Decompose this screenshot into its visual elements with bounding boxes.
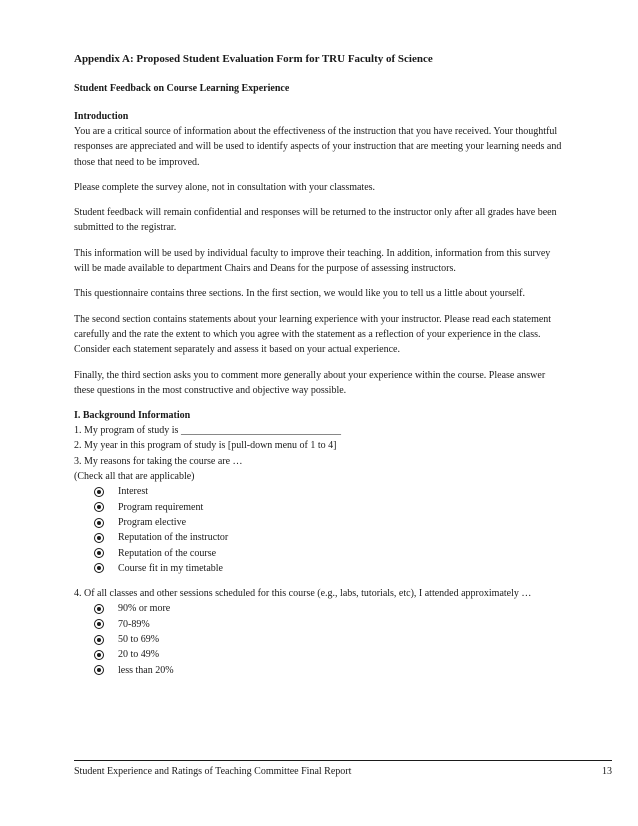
background-heading: I. Background Information bbox=[74, 410, 191, 422]
page-number: 13 bbox=[602, 766, 612, 777]
intro-paragraph: You are a critical source of information about the effectiveness of the instruction that you have received. Your thoughtful responses are appreciated and will be used to identify aspects of your instruction that are meeting your learning needs and those that need to be improved. bbox=[74, 126, 562, 168]
page-footer bbox=[74, 760, 612, 779]
reason-option[interactable] bbox=[74, 500, 564, 515]
option-label: 50 to 69% bbox=[118, 634, 160, 646]
intro-paragraph: Finally, the third section asks you to comment more generally about your experience within the course. Please answer these questions in the most constructive and objective way possible. bbox=[74, 369, 546, 396]
option-label: Reputation of the instructor bbox=[118, 532, 229, 544]
radio-button-icon[interactable] bbox=[94, 533, 104, 543]
attendance-option[interactable] bbox=[74, 601, 564, 616]
intro-paragraph: Student feedback will remain confidential and responses will be returned to the instructor only after all grades have been submitted to the registrar. bbox=[74, 207, 557, 234]
radio-button-icon[interactable] bbox=[94, 502, 104, 512]
option-label: Interest bbox=[118, 486, 148, 498]
option-label: 70-89% bbox=[118, 618, 150, 630]
intro-paragraph: This information will be used by individual faculty to improve their teaching. In addition, information from this survey will be made available to department Chairs and Deans for the purpose of assessing instructors. bbox=[74, 247, 551, 275]
radio-button-icon[interactable] bbox=[94, 635, 104, 645]
radio-button-icon[interactable] bbox=[94, 665, 104, 675]
radio-button-icon[interactable] bbox=[94, 548, 104, 558]
radio-button-icon[interactable] bbox=[94, 619, 104, 629]
reason-option[interactable] bbox=[74, 530, 564, 545]
intro-paragraph: The second section contains statements about your learning experience with your instructor. Please read each statement carefully and the rate the extent to which you agree with the statement as a reflection of your experience in the class. Consider each statement separately and assess it based on your actual experience. bbox=[74, 313, 552, 356]
radio-button-icon[interactable] bbox=[94, 487, 104, 497]
intro-paragraph: This questionnaire contains three sections. In the first section, we would like you to tell us a little about yourself. bbox=[74, 288, 526, 300]
option-label: 90% or more bbox=[118, 603, 171, 615]
document-body bbox=[74, 52, 564, 678]
intro-heading: Introduction bbox=[74, 111, 129, 122]
form-subtitle: Student Feedback on Course Learning Experience bbox=[74, 83, 290, 94]
question-program: 1. My program of study is ________________________________ bbox=[74, 425, 341, 437]
question-reasons-note: (Check all that are applicable) bbox=[74, 471, 195, 483]
radio-button-icon[interactable] bbox=[94, 563, 104, 573]
option-label: Program elective bbox=[118, 516, 187, 528]
question-year: 2. My year in this program of study is [pull-down menu of 1 to 4] bbox=[74, 440, 337, 452]
attendance-option[interactable] bbox=[74, 663, 564, 678]
radio-button-icon[interactable] bbox=[94, 518, 104, 528]
question-attendance: 4. Of all classes and other sessions scheduled for this course (e.g., labs, tutorials, etc), I attended approximately … bbox=[74, 588, 532, 600]
intro-paragraph: Please complete the survey alone, not in consultation with your classmates. bbox=[74, 181, 376, 193]
reason-option[interactable] bbox=[74, 561, 564, 576]
reason-option[interactable] bbox=[74, 484, 564, 499]
attendance-option[interactable] bbox=[74, 647, 564, 662]
option-label: Course fit in my timetable bbox=[118, 562, 223, 574]
option-label: 20 to 49% bbox=[118, 649, 160, 661]
spacer bbox=[74, 576, 564, 586]
footer-report-title: Student Experience and Ratings of Teaching Committee Final Report bbox=[74, 766, 352, 777]
option-label: Program requirement bbox=[118, 501, 204, 513]
page-title: Appendix A: Proposed Student Evaluation Form for TRU Faculty of Science bbox=[74, 53, 433, 65]
radio-button-icon[interactable] bbox=[94, 604, 104, 614]
radio-button-icon[interactable] bbox=[94, 650, 104, 660]
reason-option[interactable] bbox=[74, 515, 564, 530]
intro-section bbox=[74, 124, 564, 398]
attendance-option[interactable] bbox=[74, 617, 564, 632]
option-label: Reputation of the course bbox=[118, 547, 217, 559]
option-label: less than 20% bbox=[118, 664, 174, 676]
reason-option[interactable] bbox=[74, 546, 564, 561]
attendance-option[interactable] bbox=[74, 632, 564, 647]
background-section bbox=[74, 408, 564, 678]
question-reasons: 3. My reasons for taking the course are … bbox=[74, 455, 243, 467]
